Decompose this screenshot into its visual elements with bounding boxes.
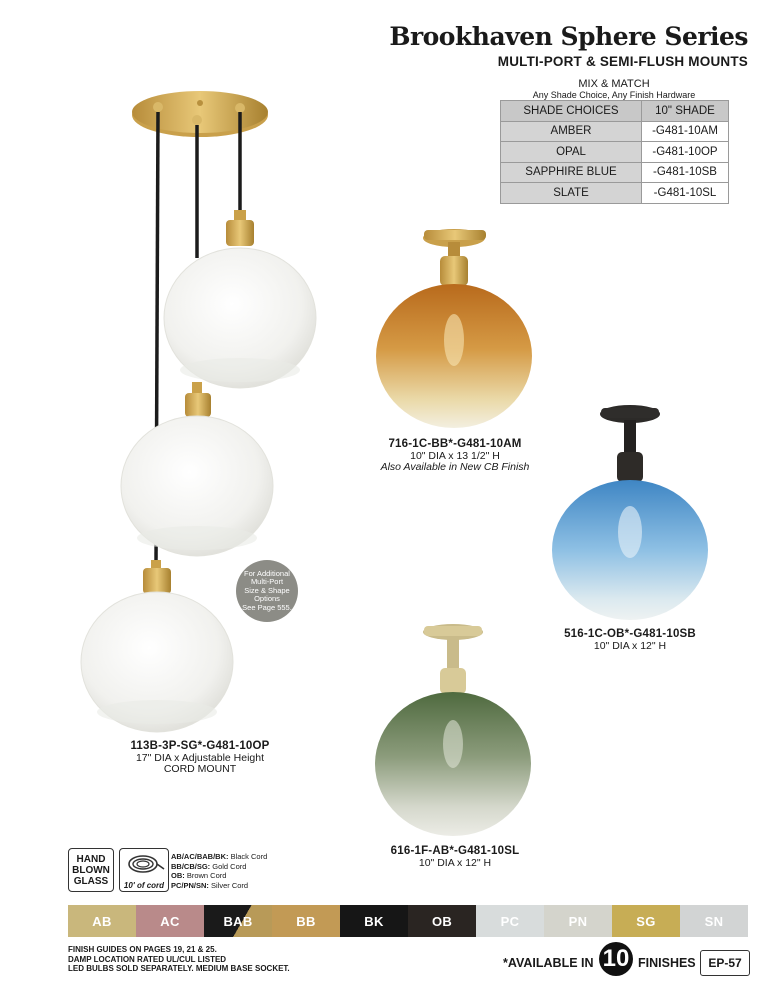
list-item [171,862,267,872]
finish-code: PN [568,913,588,929]
finish-swatch-sn [680,905,748,937]
callout-line: For Additional [244,568,290,578]
product-model: 516-1C-OB*-G481-10SB [564,628,696,640]
product-dimensions: 10" DIA x 12" H [593,639,667,652]
footer-notes [68,945,290,974]
pendant-shade-top [164,210,316,388]
finish-swatch-ac [136,905,204,937]
finish-swatch-bk [340,905,408,937]
finish-count-badge: 10 [599,942,633,976]
additional-options-callout [236,560,298,622]
amber-caption [340,439,570,474]
product-model: 616-1F-AB*-G481-10SL [390,845,520,857]
shade-name: OPAL [501,142,642,163]
mix-match-title: MIX & MATCH [578,78,650,90]
finish-code: BAB [223,913,253,929]
finish-code: OB [431,913,453,929]
multiport-canopy [132,91,268,137]
callout-line: See Page 555. [242,602,292,612]
cord-length-label: 10' of cord [123,881,165,890]
list-item [171,852,267,862]
finish-code: SG [636,913,656,929]
pendant-caption [80,741,320,776]
product-dimensions: 10" DIA x 13 1/2" H [410,449,500,462]
shade-code: -G481-10SL [642,183,729,204]
callout-line: Multi-Port [250,577,284,587]
finish-code: BK [364,913,384,929]
page-title: Brookhaven Sphere Series [389,22,748,51]
page-subtitle: MULTI-PORT & SEMI-FLUSH MOUNTS [497,54,748,69]
hand-blown-glass-badge [68,848,114,892]
finish-swatch-bb [272,905,340,937]
finish-swatch-bab [204,905,272,937]
cord-finish-codes: OB: [171,871,185,880]
shade-code: -G481-10SB [642,162,729,183]
finish-code: SN [704,913,724,929]
finish-code: AB [92,913,112,929]
product-dimensions: 10" DIA x 12" H [418,856,492,869]
shade-name: SAPPHIRE BLUE [501,162,642,183]
finish-swatch-sg [612,905,680,937]
finish-swatch-pn [544,905,612,937]
blue-caption [530,629,730,652]
coiled-cord-icon [120,851,168,881]
slate-caption [350,846,560,869]
finish-code: PC [500,913,520,929]
list-item [171,881,267,891]
cord-color: Black Cord [228,852,268,861]
footer-note: FINISH GUIDES ON PAGES 19, 21 & 25. [68,945,217,954]
blue-semi-flush-fixture [552,405,708,620]
finish-swatch-strip [68,905,748,937]
pendant-shade-bottom [81,560,233,732]
product-model: 716-1C-BB*-G481-10AM [388,438,522,450]
finishes-label: FINISHES [638,956,696,970]
page-number: EP-57 [700,950,750,976]
callout-line: Options [254,594,280,604]
shade-code: -G481-10OP [642,142,729,163]
cord-color: Gold Cord [210,861,247,871]
badge-line: BLOWN [72,864,110,876]
finish-swatch-pc [476,905,544,937]
pendant-shade-middle [121,382,273,556]
finish-code: AC [160,913,180,929]
product-model: 113B-3P-SG*-G481-10OP [130,740,270,752]
cord-finish-codes: PC/PN/SN: [171,880,209,890]
cord-color-list [171,852,267,890]
slate-semi-flush-fixture [375,624,531,836]
footer-note: LED BULBS SOLD SEPARATELY. MEDIUM BASE SOCKET. [68,964,290,973]
table-header-shade-choices: SHADE CHOICES [501,101,642,122]
product-note: Also Available in New CB Finish [380,461,530,473]
product-dimensions: 17" DIA x Adjustable Height [135,751,265,764]
shade-code: -G481-10AM [642,121,729,142]
cord-finish-codes: BB/CB/SG: [171,861,211,871]
cord-color: Silver Cord [208,880,249,890]
product-mount-type: CORD MOUNT [163,763,237,775]
amber-semi-flush-fixture [376,229,532,428]
callout-line: Size & Shape [244,585,290,595]
mix-match-subtitle: Any Shade Choice, Any Finish Hardware [532,90,696,100]
shade-name: SLATE [501,183,642,204]
finish-swatch-ob [408,905,476,937]
finish-code: BB [296,913,316,929]
cord-finish-codes: AB/AC/BAB/BK: [171,852,229,861]
badge-line: GLASS [73,875,109,887]
cord-color: Brown Cord [184,871,227,880]
badge-line: HAND [76,853,106,865]
list-item [171,871,267,881]
shade-name: AMBER [501,121,642,142]
available-in-label: *AVAILABLE IN [503,956,594,970]
cord-length-badge [119,848,169,892]
footer-note: DAMP LOCATION RATED UL/CUL LISTED [68,954,227,964]
table-header-10-shade: 10" SHADE [642,101,729,122]
finish-swatch-ab [68,905,136,937]
